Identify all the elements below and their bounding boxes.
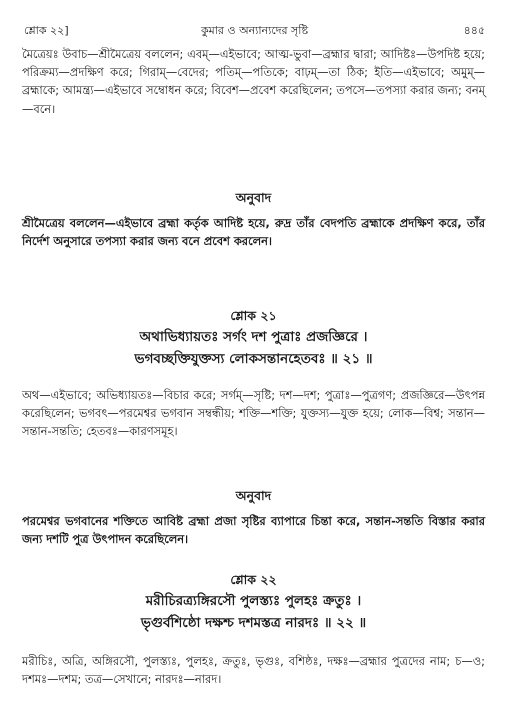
header-title: কুমার ও অন্যান্যদের সৃষ্টি [200,24,309,37]
page-number: ৪৪৫ [463,24,485,37]
verse-22 [22,572,485,642]
verse-21 [22,308,485,378]
verse-line: অথাভিধ্যায়তঃ সর্গং দশ পুত্রাঃ প্রজজ্ঞিরে । [139,329,368,345]
synonyms-section-2: অথ—এইভাবে; অভিধ্যায়তঃ—বিচার করে; সর্গম্—সৃষ্টি; দশ—দশ; পুত্রাঃ—পুত্রগণ; প্রজজ্ঞিরে—উৎপন্ন করেছিলেন; ভগবৎ—পরমেশ্বর ভগবান সম্বন্ধীয়; শক্তি—শক্তি; যুক্তস্য—যুক্ত হয়ে; লোক—বিশ্ব; সন্তান—সন্তান-সন্ততি; হেতবঃ—কারণসমূহ। [22,388,485,439]
header-chapter-ref: শ্লোক ২২] [24,24,69,37]
verse-line: ভগবচ্ছক্তিযুক্তস্য লোকসন্তানহেতবঃ ॥ ২১ ॥ [134,351,373,367]
page-header [24,22,485,42]
verse-heading: শ্লোক ২১ [230,308,277,323]
verse-line: মরীচিরত্র্যঙ্গিরসৌ পুলস্ত্যঃ পুলহঃ ক্রতুঃ । [145,593,362,609]
verse-heading: শ্লোক ২২ [230,572,277,587]
verse-line: ভৃগুর্বশিষ্ঠো দক্ষশ্চ দশমস্তত্র নারদঃ ॥ ২২ ॥ [140,615,367,631]
translation-section-2 [22,488,485,558]
translation-text: পরমেশ্বর ভগবানের শক্তিতে আবিষ্ট ব্রহ্মা প্রজা সৃষ্টির ব্যাপারে চিন্তা করে, সন্তান-সন্ততি বিস্তার করার জন্য দশটি পুত্র উৎপাদন করেছিলেন। [22,514,485,547]
synonyms-section-1: মৈত্রেয়ঃ উবাচ—শ্রীমৈত্রেয় বললেন; এবম্—এইভাবে; আত্ম-ভুবা—ব্রহ্মার দ্বারা; আদিষ্টঃ—উপদিষ্ট হয়ে; পরিক্রম্য—প্রদক্ষিণ করে; গিরাম্—বেদের; পতিম্—পতিকে; বাঢ়ম্—তা ঠিক; ইতি—এইভাবে; অমুম্—ব্রহ্মাকে; আমন্ত্র্য—এইভাবে সম্বোধন করে; বিবেশ—প্রবেশ করেছিলেন; তপসে—তপস্যা করার জন্য; বনম্—বনে। [22,47,485,116]
translation-section-1 [22,190,485,290]
synonyms-section-3: মরীচিঃ, অত্রি, অঙ্গিরসৌ, পুলস্ত্যঃ, পুলহঃ, ক্রতুঃ, ভৃগুঃ, বশিষ্ঠঃ, দক্ষঃ—ব্রহ্মার পুত্রদের নাম; চ—ও; দশমঃ—দশম; তত্র—সেখানে; নারদঃ—নারদ। [22,654,485,687]
translation-heading: অনুবাদ [235,488,272,503]
translation-heading: অনুবাদ [235,190,272,205]
translation-text: শ্রীমৈত্রেয় বললেন—এইভাবে ব্রহ্মা কর্তৃক আদিষ্ট হয়ে, রুদ্র তাঁর বেদপতি ব্রহ্মাকে প্রদক্ষিণ করে, তাঁর নির্দেশ অনুসারে তপস্যা করার জন্য বনে প্রবেশ করলেন। [22,216,485,249]
